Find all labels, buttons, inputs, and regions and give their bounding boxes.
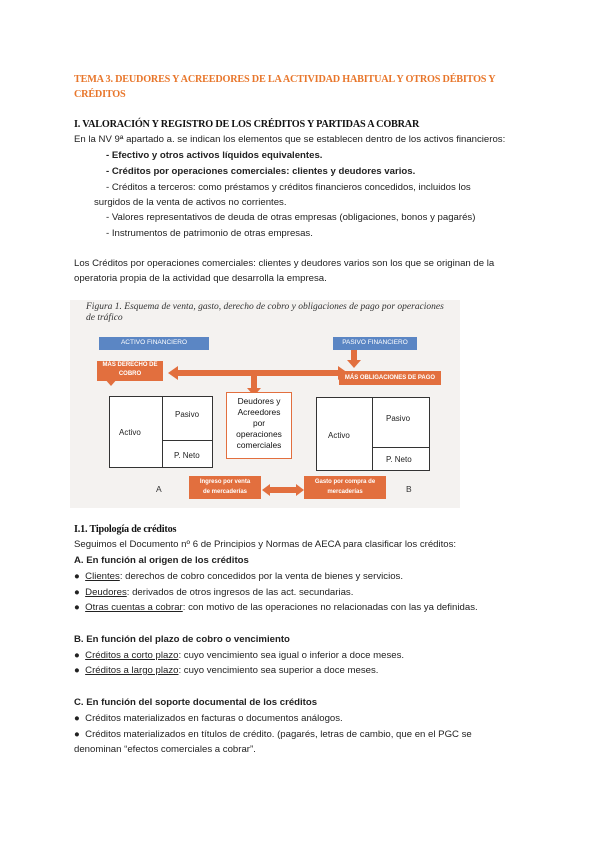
group-heading-c: C. En función del soporte documental de los créditos: [74, 697, 318, 708]
list-item: ● Créditos materializados en facturas o documentos análogos.: [74, 713, 343, 724]
list-item: ● Otras cuentas a cobrar: con motivo de las operaciones no relacionadas con las ya definidas.: [74, 602, 478, 613]
section-heading: I. VALORACIÓN Y REGISTRO DE LOS CRÉDITOS Y PARTIDAS A COBRAR: [74, 119, 420, 130]
arrow-right-down: [347, 350, 361, 368]
list-item: - Valores representativos de deuda de otras empresas (obligaciones, bonos y pagarés): [106, 212, 476, 223]
page-title: TEMA 3. DEUDORES Y ACREEDORES DE LA ACTIVIDAD HABITUAL Y OTROS DÉBITOS Y CRÉDITOS: [74, 74, 496, 100]
list-item: - Créditos por operaciones comerciales: clientes y deudores varios.: [106, 166, 416, 177]
paragraph: Los Créditos por operaciones comerciales: clientes y deudores varios son los que se originan de la: [74, 258, 495, 269]
section-intro: En la NV 9ª apartado a. se indican los elementos que se establecen dentro de los activos financieros:: [74, 134, 506, 145]
pasivo-label-a: Pasivo: [175, 410, 200, 419]
label-b: B: [406, 484, 412, 494]
pneto-label-a: P. Neto: [174, 451, 200, 460]
bullet: ●: [74, 713, 80, 724]
bullet: ●: [74, 571, 80, 582]
activo-label-b: Activo: [328, 431, 350, 440]
bullet: ●: [74, 587, 80, 598]
activo-financiero-box: ACTIVO FINANCIERO: [99, 337, 209, 350]
group-heading-a: A. En función al origen de los créditos: [74, 555, 249, 566]
group-heading-b: B. En función del plazo de cobro o vencimiento: [74, 634, 290, 645]
list-item-continuation: surgidos de la venta de activos no corrientes.: [94, 197, 287, 208]
bullet: ●: [74, 602, 80, 613]
bullet: ●: [74, 665, 80, 676]
pneto-label-b: P. Neto: [386, 455, 412, 464]
ingreso-venta-box: Ingreso por venta de mercaderías: [189, 476, 261, 499]
paragraph: operatoria propia de la actividad que desarrolla la empresa.: [74, 273, 327, 284]
gasto-compra-box: Gasto por compra de mercaderías: [304, 476, 386, 499]
bullet: ●: [74, 650, 80, 661]
list-item: ● Deudores: derivados de otros ingresos de las act. secundarias.: [74, 587, 354, 598]
list-item: ● Créditos materializados en títulos de crédito. (pagarés, letras de cambio, que en el PGC se: [74, 729, 472, 740]
list-item: ● Créditos a largo plazo: cuyo vencimiento sea superior a doce meses.: [74, 665, 379, 676]
pasivo-financiero-box: PASIVO FINANCIERO: [333, 337, 417, 350]
activo-label-a: Activo: [119, 428, 141, 437]
subsection-heading: I.1. Tipología de créditos: [74, 524, 177, 535]
mas-obligaciones-box: MÁS OBLIGACIONES DE PAGO: [339, 371, 441, 385]
list-item: - Créditos a terceros: como préstamos y créditos financieros concedidos, incluidos los: [106, 182, 471, 193]
pasivo-label-b: Pasivo: [386, 414, 411, 423]
paragraph: Seguimos el Documento nº 6 de Principios y Normas de AECA para clasificar los créditos:: [74, 539, 457, 550]
figure-caption: Figura 1. Esquema de venta, gasto, derecho de cobro y obligaciones de pago por operaciones de tráfico: [86, 302, 444, 323]
list-item: ● Clientes: derechos de cobro concedidos por la venta de bienes y servicios.: [74, 571, 403, 582]
mas-derecho-cobro-box: MÁS DERECHO DE COBRO: [97, 361, 163, 381]
bullet: ●: [74, 729, 80, 740]
deudores-acreedores-box: Deudores y Acreedores por operaciones comerciales: [226, 392, 292, 459]
double-arrow-top: [168, 366, 348, 380]
list-item: - Efectivo y otros activos líquidos equivalentes.: [106, 150, 323, 161]
double-arrow-bottom: [262, 484, 304, 496]
list-item: ● Créditos a corto plazo: cuyo vencimiento sea igual o inferior a doce meses.: [74, 650, 405, 661]
list-item-continuation: denominan “efectos comerciales a cobrar”.: [74, 744, 256, 755]
list-item: - Instrumentos de patrimonio de otras empresas.: [106, 228, 313, 239]
label-a: A: [156, 484, 162, 494]
